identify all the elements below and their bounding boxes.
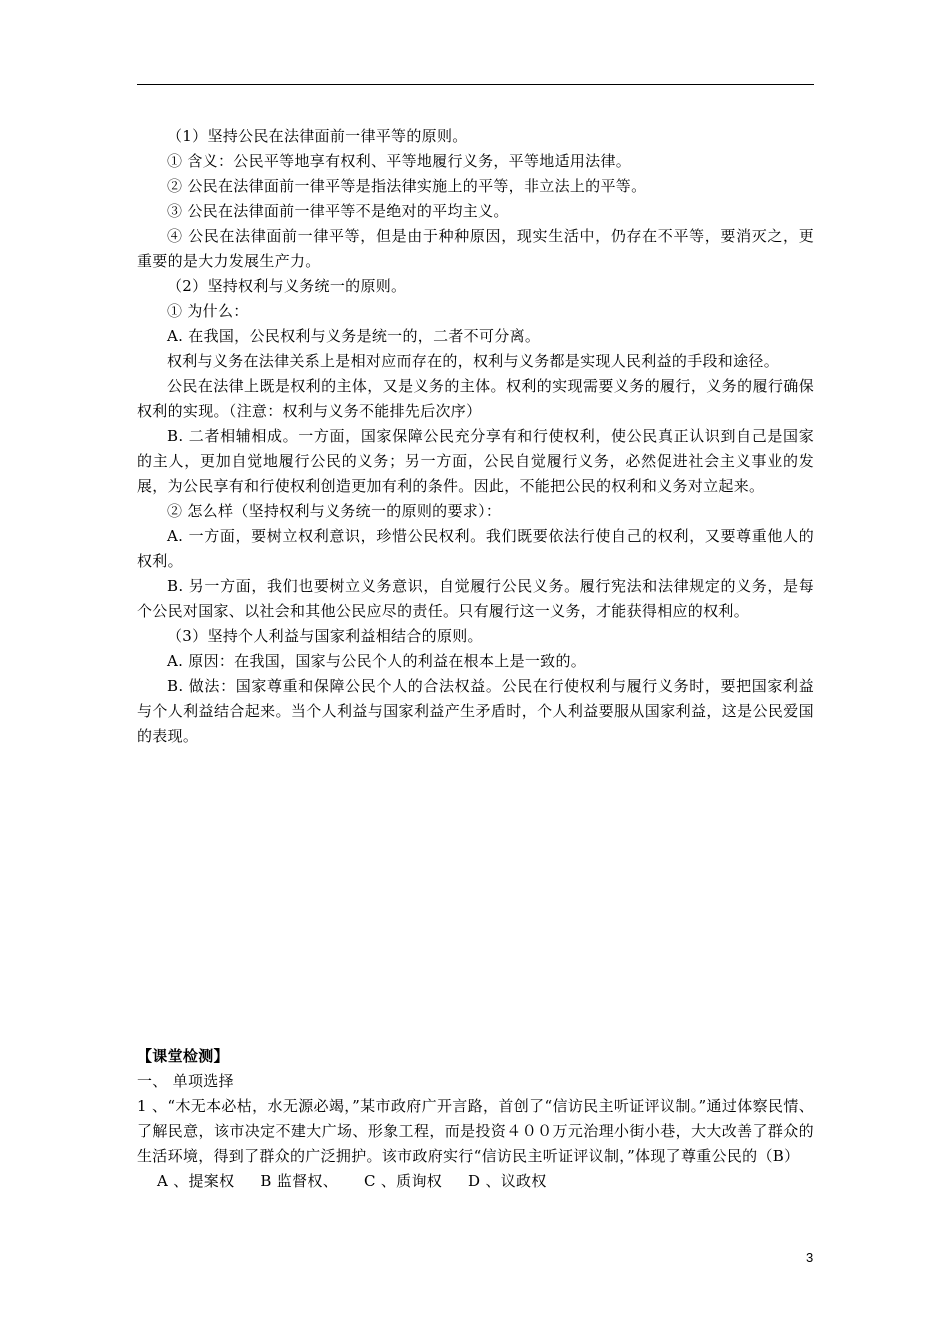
paragraph: A. 在我国，公民权利与义务是统一的，二者不可分离。 bbox=[167, 327, 541, 345]
paragraph: ① 为什么： bbox=[167, 302, 249, 320]
classroom-check-section bbox=[137, 1044, 814, 1194]
paragraph: ② 怎么样（坚持权利与义务统一的原则的要求）： bbox=[167, 502, 502, 520]
paragraph: A. 原因：在我国，国家与公民个人的利益在根本上是一致的。 bbox=[167, 652, 587, 670]
paragraph: A. 一方面，要树立权利意识，珍惜公民权利。我们既要依法行使自己的权利，又要尊重他人的权利。 bbox=[137, 527, 814, 570]
paragraph: 权利与义务在法律关系上是相对应而存在的，权利与义务都是实现人民利益的手段和途径。 bbox=[167, 352, 780, 370]
option-b: B 监督权、 bbox=[260, 1172, 338, 1190]
paragraph: （3）坚持个人利益与国家利益相结合的原则。 bbox=[167, 627, 483, 645]
answer-options bbox=[137, 1169, 814, 1194]
paragraph: （1）坚持公民在法律面前一律平等的原则。 bbox=[167, 127, 468, 145]
paragraph: ③ 公民在法律面前一律平等不是绝对的平均主义。 bbox=[167, 202, 509, 220]
header-rule bbox=[137, 84, 814, 85]
paragraph: B. 做法：国家尊重和保障公民个人的合法权益。公民在行使权利与履行义务时，要把国家利益与个人利益结合起来。当个人利益与国家利益产生矛盾时，个人利益要服从国家利益，这是公民爱国的表现。 bbox=[137, 677, 814, 745]
paragraph: ④ 公民在法律面前一律平等，但是由于种种原因，现实生活中，仍存在不平等，要消灭之，更重要的是大力发展生产力。 bbox=[137, 227, 814, 270]
section-subtitle: 一、 单项选择 bbox=[137, 1072, 234, 1090]
paragraph: B. 另一方面，我们也要树立义务意识，自觉履行公民义务。履行宪法和法律规定的义务，是每个公民对国家、以社会和其他公民应尽的责任。只有履行这一义务，才能获得相应的权利。 bbox=[137, 577, 814, 620]
paragraph: B. 二者相辅相成。一方面，国家保障公民充分享有和行使权利，使公民真正认识到自己是国家的主人，更加自觉地履行公民的义务；另一方面，公民自觉履行义务，必然促进社会主义事业的发展，为公民享有和行使权利创造更加有利的条件。因此，不能把公民的权利和义务对立起来。 bbox=[137, 427, 814, 495]
section-title: 【课堂检测】 bbox=[137, 1047, 229, 1065]
page-number: 3 bbox=[806, 1250, 814, 1265]
paragraph: ② 公民在法律面前一律平等是指法律实施上的平等，非立法上的平等。 bbox=[167, 177, 647, 195]
paragraph: 公民在法律上既是权利的主体，又是义务的主体。权利的实现需要义务的履行，义务的履行确保权利的实现。（注意：权利与义务不能排先后次序） bbox=[137, 377, 814, 420]
question-text: 1 、“木无本必枯，水无源必竭，”某市政府广开言路，首创了“信访民主听证评议制。”通过体察民情、了解民意，该市决定不建大广场、形象工程，而是投资４００万元治理小街小巷，大大改善了群众的生活环境，得到了群众的广泛拥护。该市政府实行“信访民主听证评议制，”体现了尊重公民的（B） bbox=[137, 1097, 814, 1165]
option-d: D 、议政权 bbox=[468, 1172, 547, 1190]
paragraph: ① 含义：公民平等地享有权利、平等地履行义务，平等地适用法律。 bbox=[167, 152, 632, 170]
paragraph: （2）坚持权利与义务统一的原则。 bbox=[167, 277, 407, 295]
option-c: C 、质询权 bbox=[364, 1172, 443, 1190]
lesson-body bbox=[137, 124, 814, 749]
option-a: A 、提案权 bbox=[157, 1172, 235, 1190]
